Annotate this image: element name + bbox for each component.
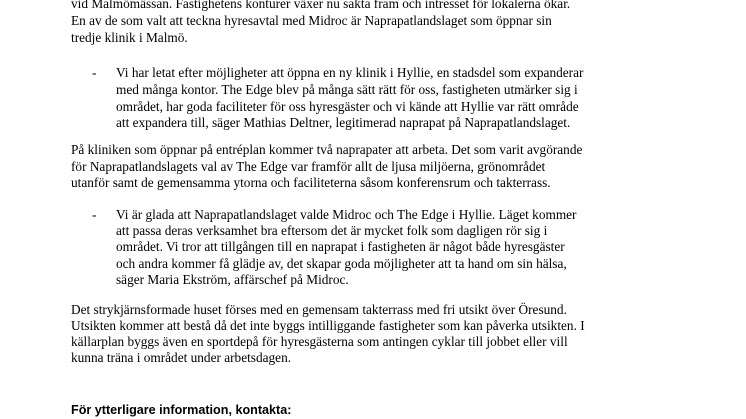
- text-line: källarplan byggs även en sportdepå för hyresgästerna som antingen cyklar till jobbet eller vill: [71, 334, 568, 349]
- text-line: säger Maria Ekström, affärschef på Midroc.: [116, 272, 349, 287]
- text-line: På kliniken som öppnar på entréplan kommer två naprapater att arbeta. Det som varit avgörande: [71, 142, 583, 157]
- text-line: och andra kommer få glädje av, det skapar goda möjligheter att ta hand om sin hälsa,: [116, 256, 567, 271]
- text-line: vid Malmömässan. Fastighetens konturer växer nu sakta fram och intresset för lokalerna ökar.: [71, 0, 571, 11]
- text-line: Utsikten kommer att bestå då det inte byggs intilliggande fastigheter som kan påverka utsikten. I: [71, 318, 585, 333]
- bullet-dash: -: [92, 207, 97, 222]
- text-line: med många kontor. The Edge blev på många sätt rätt för oss, fastigheten utmärker sig i: [116, 82, 578, 97]
- text-line: Det strykjärnsformade huset förses med en gemensam takterrass med fri utsikt över Öresund.: [71, 302, 567, 317]
- text-line: En av de som valt att teckna hyresavtal med Midroc är Naprapatlandslaget som öppnar sin: [71, 13, 552, 28]
- text-line: området. Vi tror att tillgången till en naprapat i fastigheten är något både hyresgäster: [116, 239, 565, 254]
- text-line: området, har goda faciliteter för oss hyresgäster och vi kände att Hyllie var rätt område: [116, 99, 579, 114]
- contact-heading: För ytterligare information, kontakta:: [71, 403, 292, 417]
- text-line: att passa deras verksamhet bra eftersom det är mycket folk som dagligen rör sig i: [116, 223, 548, 238]
- bullet-dash: -: [92, 65, 97, 80]
- text-line: tredje klinik i Malmö.: [71, 30, 188, 45]
- text-line: Vi är glada att Naprapatlandslaget valde Midroc och The Edge i Hyllie. Läget kommer: [116, 207, 577, 222]
- text-line: kunna träna i området under arbetsdagen.: [71, 350, 292, 365]
- text-line: för Naprapatlandslagets val av The Edge var framför allt de ljusa miljöerna, grönområdet: [71, 159, 546, 174]
- text-line: att expandera till, säger Mathias Deltner, legitimerad naprapat på Naprapatlandslaget.: [116, 115, 571, 130]
- text-line: utanför samt de gemensamma ytorna och faciliteterna såsom konferensrum och takterrass.: [71, 175, 551, 190]
- text-line: Vi har letat efter möjligheter att öppna en ny klinik i Hyllie, en stadsdel som expanderar: [116, 65, 584, 80]
